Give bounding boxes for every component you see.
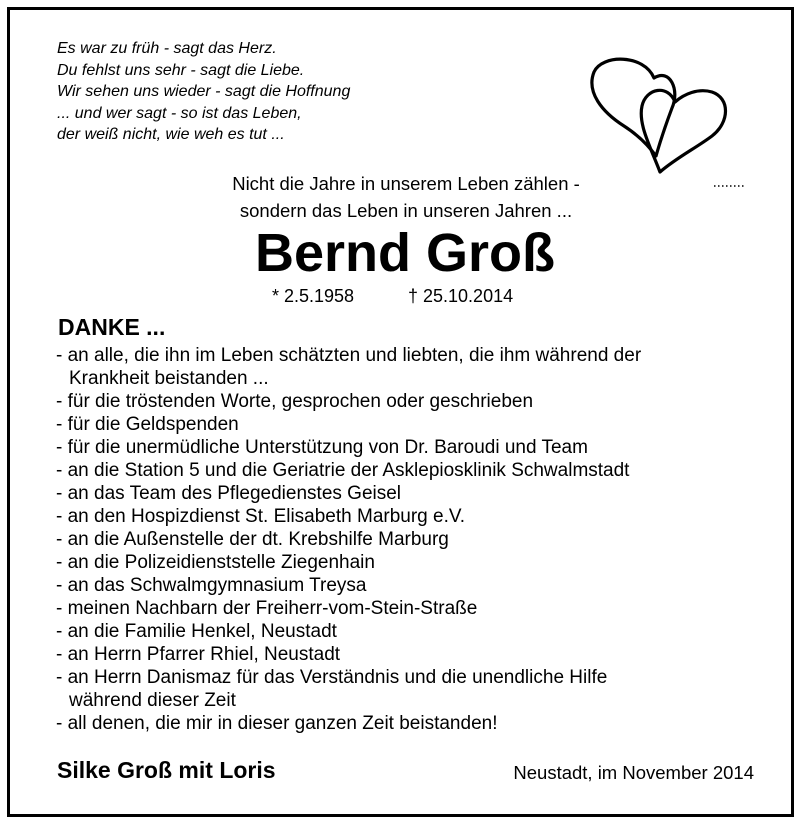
poem-line: Du fehlst uns sehr - sagt die Liebe. <box>57 61 305 79</box>
poem-line: Wir sehen uns wieder - sagt die Hoffnung <box>57 83 351 100</box>
list-item: - an das Team des Pflegedienstes Geisel <box>56 483 402 504</box>
list-item: - an den Hospizdienst St. Elisabeth Marburg e.V. <box>56 506 466 527</box>
list-item-continuation: während dieser Zeit <box>69 690 236 711</box>
poem <box>57 38 350 146</box>
quote <box>140 170 672 224</box>
list-item: - an die Station 5 und die Geriatrie der Asklepiosklinik Schwalmstadt <box>56 460 630 481</box>
list-item: - an die Familie Henkel, Neustadt <box>56 621 337 642</box>
place-date: Neustadt, im November 2014 <box>513 762 754 783</box>
life-dates <box>272 285 514 307</box>
list-item: - an Herrn Danismaz für das Verständnis und die unendliche Hilfe <box>56 667 608 688</box>
death-date: † 25.10.2014 <box>408 286 514 306</box>
thanks-list <box>56 344 766 735</box>
list-item: - an die Polizeidienststelle Ziegenhain <box>56 552 375 573</box>
quote-line: sondern das Leben in unseren Jahren ... <box>239 200 573 221</box>
deceased-name: Bernd Groß <box>254 223 555 283</box>
list-item: - an alle, die ihn im Leben schätzten und liebten, die ihm während der <box>56 345 642 366</box>
birth-date: * 2.5.1958 <box>272 286 355 306</box>
list-item: - für die unermüdliche Unterstützung von Dr. Baroudi und Team <box>56 437 588 458</box>
list-item: - an das Schwalmgymnasium Treysa <box>56 575 367 596</box>
list-item: - meinen Nachbarn der Freiherr-vom-Stein-Straße <box>56 598 478 619</box>
list-item: - für die tröstenden Worte, gesprochen oder geschrieben <box>56 391 534 412</box>
list-item: - an die Außenstelle der dt. Krebshilfe Marburg <box>56 529 449 550</box>
list-item: - an Herrn Pfarrer Rhiel, Neustadt <box>56 644 341 665</box>
thanks-heading: DANKE ... <box>58 314 166 340</box>
list-item: - all denen, die mir in dieser ganzen Zeit beistanden! <box>56 713 498 734</box>
quote-line: Nicht die Jahre in unserem Leben zählen - <box>232 173 580 194</box>
poem-line: der weiß nicht, wie weh es tut ... <box>57 126 285 143</box>
poem-line: ... und wer sagt - so ist das Leben, <box>57 104 302 122</box>
list-item: - für die Geldspenden <box>56 414 239 435</box>
poem-line: Es war zu früh - sagt das Herz. <box>57 40 277 57</box>
two-hearts-icon <box>584 50 734 182</box>
signature: Silke Groß mit Loris <box>57 757 276 783</box>
dotted-line <box>714 184 744 188</box>
list-item-continuation: Krankheit beistanden ... <box>69 368 269 389</box>
